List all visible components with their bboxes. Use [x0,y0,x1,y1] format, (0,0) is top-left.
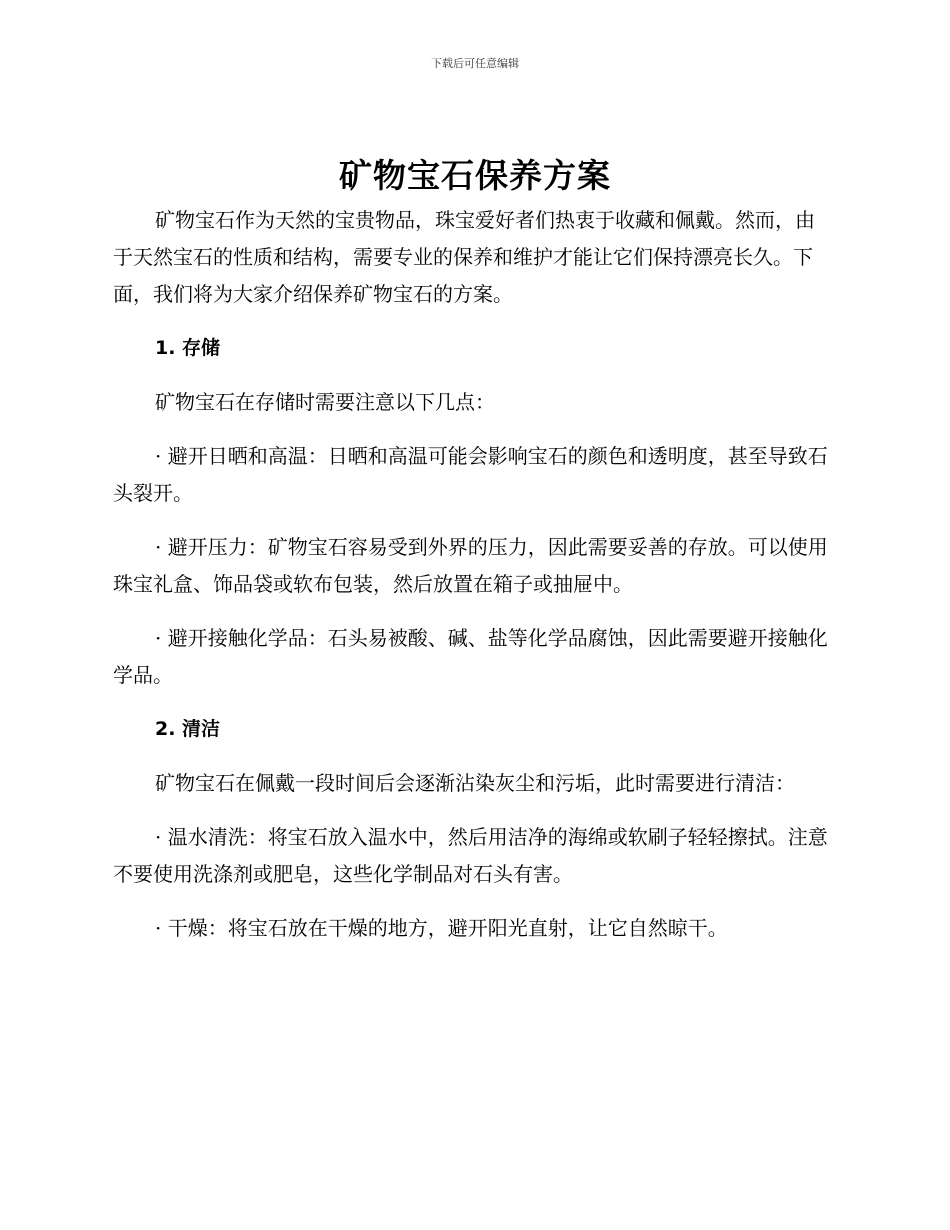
storage-bullet-chemicals: · 避开接触化学品：石头易被酸、碱、盐等化学品腐蚀，因此需要避开接触化学品。 [113,626,828,687]
section-heading-cleaning: 2. 清洁 [155,718,221,740]
document-body [113,202,833,947]
cleaning-bullet-drying: · 干燥：将宝石放在干燥的地方，避开阳光直射，让它自然晾干。 [155,916,728,940]
document-title: 矿物宝石保养方案 [339,156,611,195]
storage-bullet-pressure: · 避开压力：矿物宝石容易受到外界的压力，因此需要妥善的存放。可以使用珠宝礼盒、饰品袋或软布包装，然后放置在箱子或抽屉中。 [113,535,828,596]
cleaning-lead-paragraph: 矿物宝石在佩戴一段时间后会逐渐沾染灰尘和污垢，此时需要进行清洁： [155,771,795,795]
storage-bullet-sunlight: · 避开日晒和高温：日晒和高温可能会影响宝石的颜色和透明度，甚至导致石头裂开。 [113,444,828,505]
intro-paragraph: 矿物宝石作为天然的宝贵物品，珠宝爱好者们热衷于收藏和佩戴。然而，由于天然宝石的性质和结构，需要专业的保养和维护才能让它们保持漂亮长久。下面，我们将为大家介绍保养矿物宝石的方案。 [113,208,815,306]
storage-lead-paragraph: 矿物宝石在存储时需要注意以下几点： [155,390,495,414]
cleaning-bullet-warm-water: · 温水清洗：将宝石放入温水中，然后用洁净的海绵或软刷子轻轻擦拭。注意不要使用洗涤剂或肥皂，这些化学制品对石头有害。 [113,825,828,886]
header-note: 下载后可任意编辑 [431,57,519,70]
section-heading-storage: 1. 存储 [155,337,221,359]
